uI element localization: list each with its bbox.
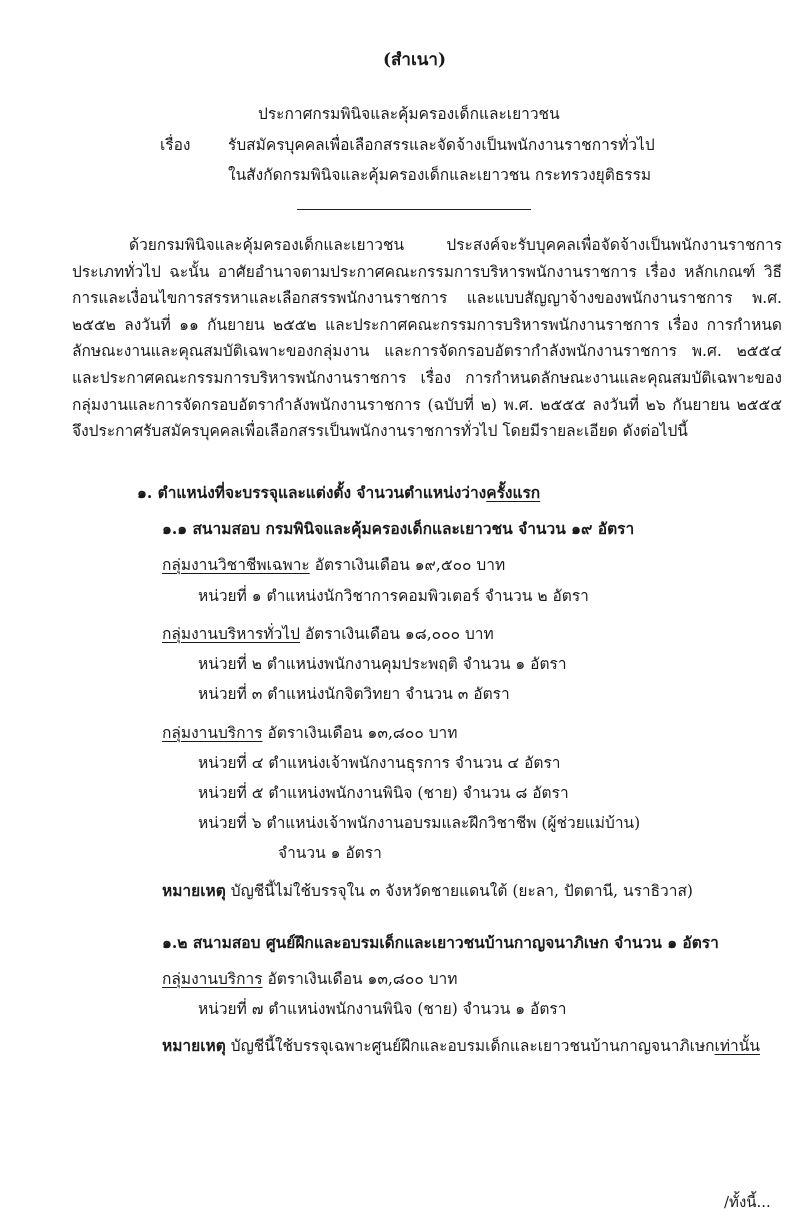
unit-3: หน่วยที่ ๓ ตำแหน่งนักจิตวิทยา จำนวน ๓ อัตรา	[198, 685, 510, 703]
subject-line-2: ในสังกัดกรมพินิจและคุ้มครองเด็กและเยาวชน กระทรวงยุติธรรม	[228, 166, 652, 184]
group-general-admin-name: กลุ่มงานบริหารทั่วไป	[162, 625, 300, 643]
note-1-2-underlined: เท่านั้น	[714, 1037, 760, 1055]
section-1-heading-text: ๑. ตำแหน่งที่จะบรรจุและแต่งตั้ง จำนวนตำแหน่งว่าง	[137, 483, 487, 502]
note-1-1	[162, 878, 693, 903]
subsection-1-2-heading: ๑.๒ สนามสอบ ศูนย์ฝึกและอบรมเด็กและเยาวชนบ้านกาญจนาภิเษก จำนวน ๑ อัตรา	[162, 933, 719, 952]
note-1-2	[162, 1033, 760, 1058]
group-professional	[162, 552, 505, 577]
group-service-2-salary: อัตราเงินเดือน ๑๓,๘๐๐ บาท	[262, 970, 458, 988]
unit-2: หน่วยที่ ๒ ตำแหน่งพนักงานคุมประพฤติ จำนวน ๑ อัตรา	[198, 655, 567, 673]
title-divider	[297, 209, 531, 210]
subsection-1-1-heading: ๑.๑ สนามสอบ กรมพินิจและคุ้มครองเด็กและเยาวชน จำนวน ๑๙ อัตรา	[162, 519, 635, 538]
unit-7: หน่วยที่ ๗ ตำแหน่งพนักงานพินิจ (ชาย) จำนวน ๑ อัตรา	[198, 1000, 567, 1018]
unit-1: หน่วยที่ ๑ ตำแหน่งนักวิชาการคอมพิวเตอร์ จำนวน ๒ อัตรา	[198, 587, 589, 605]
group-service	[162, 720, 457, 745]
note-1-1-text: บัญชีนี้ไม่ใช้บรรจุใน ๓ จังหวัดชายแดนใต้ (ยะลา, ปัตตานี, นราธิวาส)	[225, 882, 693, 900]
intro-paragraph: ด้วยกรมพินิจและคุ้มครองเด็กและเยาวชน ประสงค์จะรับบุคคลเพื่อจัดจ้างเป็นพนักงานราชการ ประเภททั่วไป ฉะนั้น อาศัยอำนาจตามประกาศคณะกรรมการบริหารพนักงานราชการ เรื่อง หลักเกณฑ์ วิธีการและเงื่อนไขการสรรหาและเลือกสรรพนักงานราชการ และแบบสัญญาจ้างของพนักงานราชการ พ.ศ. ๒๕๕๒ ลงวันที่ ๑๑ กันยายน ๒๕๕๒ และประกาศคณะกรรมการบริหารพนักงานราชการ เรื่อง การกำหนดลักษณะงานและคุณสมบัติเฉพาะของกลุ่มงาน และการจัดกรอบอัตรากำลังพนักงานราชการ พ.ศ. ๒๕๕๔ และประกาศคณะกรรมการบริหารพนักงานราชการ เรื่อง การกำหนดลักษณะงานและคุณสมบัติเฉพาะของกลุ่มงานและการจัดกรอบอัตรากำลังพนักงานราชการ (ฉบับที่ ๒) พ.ศ. ๒๕๕๕ ลงวันที่ ๒๖ กันยายน ๒๕๕๕ จึงประกาศรับสมัครบุคคลเพื่อเลือกสรรเป็นพนักงานราชการทั่วไป โดยมีรายละเอียด ดังต่อไปนี้	[72, 236, 782, 441]
copy-label: (สำเนา)	[383, 50, 446, 70]
note-1-2-label: หมายเหตุ	[162, 1036, 226, 1055]
subject-line-1: รับสมัครบุคคลเพื่อเลือกสรรและจัดจ้างเป็นพนักงานราชการทั่วไป	[228, 136, 655, 154]
note-1-2-text: บัญชีนี้ใช้บรรจุเฉพาะศูนย์ฝึกและอบรมเด็กและเยาวชนบ้านกาญจนาภิเษก	[225, 1037, 715, 1055]
section-1-heading-underlined: ครั้งแรก	[486, 483, 541, 502]
unit-4: หน่วยที่ ๔ ตำแหน่งเจ้าพนักงานธุรการ จำนวน ๔ อัตรา	[198, 754, 561, 772]
unit-6: หน่วยที่ ๖ ตำแหน่งเจ้าพนักงานอบรมและฝึกวิชาชีพ (ผู้ช่วยแม่บ้าน)	[198, 814, 641, 832]
section-1-heading	[137, 480, 540, 505]
subject-label: เรื่อง	[160, 136, 191, 154]
announcement-title: ประกาศกรมพินิจและคุ้มครองเด็กและเยาวชน	[258, 105, 560, 123]
group-service-salary: อัตราเงินเดือน ๑๓,๘๐๐ บาท	[262, 724, 458, 742]
group-general-admin-salary: อัตราเงินเดือน ๑๘,๐๐๐ บาท	[299, 625, 494, 643]
group-professional-salary: อัตราเงินเดือน ๑๙,๕๐๐ บาท	[309, 556, 506, 574]
unit-5: หน่วยที่ ๕ ตำแหน่งพนักงานพินิจ (ชาย) จำนวน ๘ อัตรา	[198, 784, 569, 802]
group-service-name: กลุ่มงานบริการ	[162, 724, 263, 742]
group-service-2	[162, 966, 457, 991]
unit-6-continued: จำนวน ๑ อัตรา	[278, 844, 382, 862]
note-1-1-label: หมายเหตุ	[162, 881, 226, 900]
group-professional-name: กลุ่มงานวิชาชีพเฉพาะ	[162, 556, 310, 574]
group-service-2-name: กลุ่มงานบริการ	[162, 970, 263, 988]
page-continuation: /ทั้งนี้...	[724, 1193, 771, 1211]
group-general-admin	[162, 621, 494, 646]
